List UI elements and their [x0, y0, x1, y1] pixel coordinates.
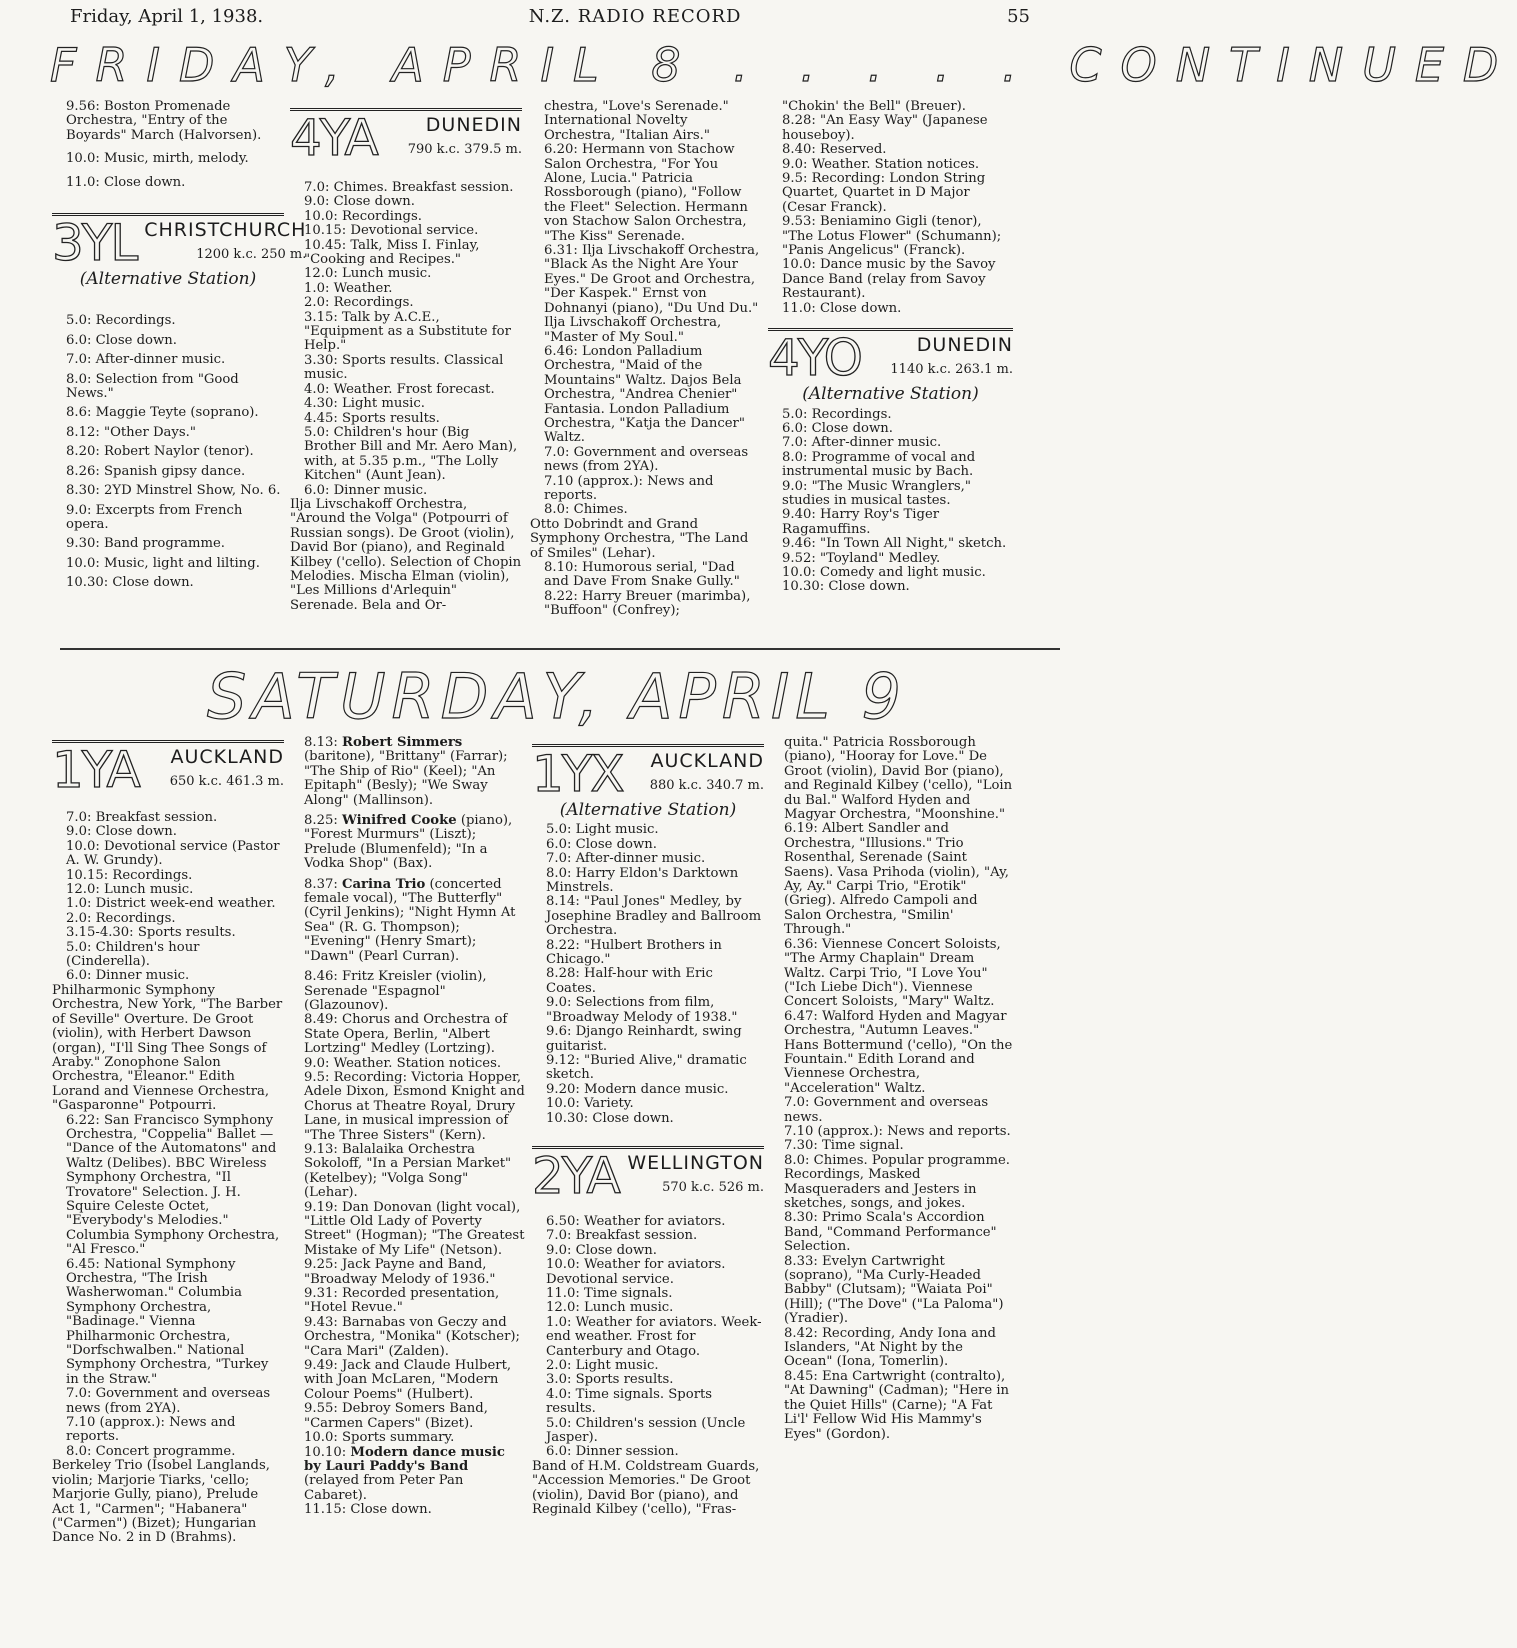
schedule-entry: 6.0: Dinner music.: [66, 968, 190, 984]
schedule-entry: [290, 736, 526, 808]
schedule-entry: 3.15: Talk by A.C.E., "Equipment as a Substitute for Help.": [304, 309, 511, 354]
schedule-entry: 6.31: Ilja Livschakoff Orchestra, "Black As the Night Are Your Eyes." De Groot and Orchestra, "Der Kaspek." Ernst von Dohnanyi (piano), "Du Und Du." Ilja Livschakoff Orchestra, "Master of My Soul.": [544, 243, 760, 345]
schedule-entry: 7.0: After-dinner music.: [546, 851, 706, 867]
performer-name: Winifred Cooke: [342, 813, 457, 829]
entry-time: 9.55:: [304, 1401, 342, 1417]
schedule-entry: 7.10 (approx.): News and reports.: [784, 1123, 1011, 1139]
program-details: Band of H.M. Coldstream Guards, "Accession Memories." De Groot (violin), David Bor (piano), and Reginald Kilbey ('cello), "Fras-: [532, 1458, 760, 1518]
schedule-entry: 9.12: "Buried Alive," dramatic sketch.: [546, 1052, 747, 1083]
station-frequency: 880 k.c. 340.7 m.: [649, 778, 764, 794]
entry-time: 8.46:: [304, 969, 342, 985]
schedule-entry: 2.0: Recordings.: [304, 295, 414, 311]
entry-time: 8.37:: [304, 876, 342, 892]
schedule-entry: 9.46: "In Town All Night," sketch.: [782, 536, 1007, 552]
schedule-entry: 7.0: Breakfast session.: [66, 810, 218, 825]
entry-description: Weather. Station notices.: [333, 1055, 502, 1071]
schedule-entry: 6.19: Albert Sandler and Orchestra, "Illusions." Trio Rosenthal, Serenade (Saint Saens). Vasa Prihoda (violin), "Ay, Ay, Ay." Carpi Trio, "Erotik" (Grieg). Alfredo Campoli and Salon Orchestra, "Smilin' Through.": [784, 821, 1009, 938]
alternative-station-label: (Alternative Station): [802, 384, 979, 405]
schedule-entry: 5.0: Light music.: [546, 822, 659, 838]
schedule-entry: [290, 814, 526, 872]
station-header: [290, 109, 522, 167]
schedule-entry: 1.0: District week-end weather.: [66, 896, 276, 912]
entry-time: 9.49:: [304, 1358, 342, 1374]
schedule-entry: 3.0: Sports results.: [546, 1372, 674, 1388]
schedule-entry: 10.0: Devotional service (Pastor A. W. Grundy).: [66, 838, 280, 869]
schedule-entry: 10.30: Close down.: [782, 579, 910, 595]
schedule-entry: 10.45: Talk, Miss I. Finlay, "Cooking and Recipes.": [304, 237, 480, 268]
schedule-entry: 8.0: Chimes. Popular programme. Recordings, Masked Masqueraders and Jesters in sketches, songs, and jokes.: [784, 1152, 1010, 1211]
station-call-sign: 1YA: [52, 741, 139, 799]
schedule-entry: 9.20: Modern dance music.: [546, 1081, 729, 1097]
schedule-entry: 5.0: Recordings.: [782, 406, 892, 422]
performer-name: Carina Trio: [342, 876, 426, 892]
friday-column-4: [768, 100, 1013, 595]
schedule-entry: 7.0: Breakfast session.: [546, 1228, 698, 1244]
station-city: AUCKLAND: [650, 750, 764, 773]
schedule-entry: 7.0: After-dinner music.: [66, 352, 226, 368]
schedule-entry: 10.0: Music, light and lilting.: [66, 555, 260, 571]
saturday-column-3: [532, 740, 764, 1517]
schedule-entry: 12.0: Lunch music.: [304, 266, 432, 282]
friday-banner: FRIDAY, APRIL 8 . . . . . CONTINUED: [50, 38, 1517, 92]
friday-column-2-4ya: [290, 104, 522, 613]
schedule-entry: [290, 1431, 526, 1445]
publication-title: N.Z. RADIO RECORD: [528, 6, 742, 27]
performer-name: Modern dance music by Lauri Paddy's Band: [304, 1444, 505, 1474]
section-divider: [60, 648, 1060, 650]
entry-description: Fritz Kreisler (violin), Serenade "Espagnol" (Glazounov).: [304, 969, 487, 1013]
schedule-entry: 10.0: Weather for aviators. Devotional service.: [546, 1257, 726, 1287]
schedule-entry: 9.0: Excerpts from French opera.: [66, 502, 243, 532]
schedule-entry: 7.0: Chimes. Breakfast session.: [304, 180, 514, 195]
program-details: Philharmonic Symphony Orchestra, New York, "The Barber of Seville" Overture. De Groot (violin), with Herbert Dawson (organ), "I'll Sing Thee Songs of Araby." Zonophone Salon Orchestra, "Eleanor." Edith Lorand and Viennese Orchestra, "Gasparonne" Potpourri.: [52, 982, 283, 1114]
schedule-entry: 5.0: Children's hour (Big Brother Bill and Mr. Aero Man), with, at 5.35 p.m., "The Lolly Kitchen" (Aunt Jean).: [304, 424, 518, 484]
schedule-entry: 3.30: Sports results. Classical music.: [304, 352, 504, 383]
schedule-entry: [290, 1071, 526, 1143]
station-city: WELLINGTON: [627, 1152, 764, 1175]
schedule-entry: [290, 1201, 526, 1259]
schedule-entry: 8.28: Half-hour with Eric Coates.: [546, 966, 713, 996]
program-details: Ilja Livschakoff Orchestra, "Around the Volga" (Potpourri of Russian songs). De Groot (violin), David Bor (piano), and Reginald Kilbey ('cello). Selection of Chopin Melodies. Mischa Elman (violin), "Les Millions d'Arlequin" Serenade. Bela and Or-: [290, 496, 522, 613]
schedule-entry: 4.30: Light music.: [304, 396, 425, 412]
entry-time: 8.25:: [304, 813, 342, 829]
entry-description: (baritone), "Brittany" (Farrar); "The Ship of Rio" (Keel); "An Epitaph" (Besly); "We Sway Along" (Mallinson).: [304, 749, 508, 808]
schedule-entry: [290, 1446, 526, 1504]
schedule-entry: 7.0: Government and overseas news (from 2YA).: [66, 1386, 271, 1416]
station-frequency: 1200 k.c. 250 m.: [196, 247, 307, 263]
station-frequency: 570 k.c. 526 m.: [662, 1180, 764, 1196]
schedule-entry: 8.33: Evelyn Cartwright (soprano), "Ma Curly-Headed Babby" (Clutsam); "Waiata Poi" (Hill); ("The Dove" ("La Paloma") (Yradier).: [784, 1253, 1004, 1327]
schedule-entry: 7.10 (approx.): News and reports.: [544, 473, 714, 503]
schedule-entry: 6.0: Close down.: [546, 836, 657, 852]
saturday-column-4: [770, 736, 1015, 1442]
continued-text: chestra, "Love's Serenade." International Novelty Orchestra, "Italian Airs.": [544, 99, 729, 143]
station-header: [768, 329, 1013, 388]
station-header: [532, 745, 764, 803]
schedule-entry: 8.0: Programme of vocal and instrumental music by Bach.: [782, 449, 976, 480]
entry-description: Jack and Claude Hulbert, with Joan McLaren, "Modern Colour Poems" (Hulbert).: [304, 1358, 512, 1402]
schedule-entry: [290, 970, 526, 1013]
page-header: [70, 6, 1030, 30]
schedule-entry: 8.10: Humorous serial, "Dad and Dave From Snake Gully.": [544, 560, 740, 590]
schedule-entry: [290, 878, 526, 964]
schedule-entry: 8.45: Ena Cartwright (contralto), "At Dawning" (Cadman); "Here in the Quiet Hills" (Carne); "A Fat Li'l' Fellow Wid His Mammy's Eyes" (Gordon).: [784, 1368, 1010, 1442]
schedule-entry: 10.15: Devotional service.: [304, 223, 479, 239]
schedule-entry: 12.0: Lunch music.: [66, 882, 194, 898]
schedule-entry: 9.6: Django Reinhardt, swing guitarist.: [546, 1024, 742, 1054]
station-call-sign: 2YA: [532, 1146, 619, 1205]
entry-time: 9.13:: [304, 1141, 342, 1157]
saturday-column-2: [290, 736, 526, 1518]
schedule-entry: [290, 1013, 526, 1056]
schedule-entry: 8.30: 2YD Minstrel Show, No. 6.: [66, 483, 281, 499]
schedule-entry: [290, 1503, 526, 1517]
saturday-column-1-1ya: [52, 736, 284, 1546]
schedule-entry: 9.0: "The Music Wranglers," studies in musical tastes.: [782, 478, 971, 508]
schedule-entry: 6.46: London Palladium Orchestra, "Maid of the Mountains" Waltz. Dajos Bela Orchestra, "Andrea Chenier" Fantasia. London Palladium Orchestra, "Katja the Dancer" Waltz.: [544, 343, 745, 446]
schedule-entry: 9.0: Close down.: [304, 194, 415, 210]
entry-description: Recorded presentation, "Hotel Revue.": [304, 1286, 500, 1316]
schedule-entry: 7.10 (approx.): News and reports.: [66, 1415, 236, 1445]
schedule-entry: 10.0: Dance music by the Savoy Dance Band (relay from Savoy Restaurant).: [782, 257, 996, 302]
schedule-entry: 10.0: Music, mirth, melody.: [66, 151, 249, 167]
station-city: AUCKLAND: [170, 746, 284, 769]
schedule-entry: 11.0: Close down.: [66, 174, 186, 190]
station-call-sign: 4YA: [290, 109, 377, 167]
schedule-entry: 8.42: Recording, Andy Iona and Islanders, "At Night by the Ocean" (Iona, Tomerlin).: [784, 1325, 996, 1370]
entry-time: 10.10:: [304, 1444, 351, 1460]
schedule-entry: 6.0: Close down.: [66, 332, 177, 348]
station-call-sign: 4YO: [768, 329, 861, 388]
schedule-entry: 10.30: Close down.: [66, 575, 194, 591]
schedule-entry: 11.0: Time signals.: [546, 1285, 673, 1301]
entry-description: Debroy Somers Band, "Carmen Capers" (Bizet).: [304, 1401, 488, 1431]
entry-time: 9.31:: [304, 1286, 342, 1302]
schedule-entry: 12.0: Lunch music.: [546, 1300, 674, 1316]
issue-date: Friday, April 1, 1938.: [70, 6, 264, 27]
schedule-entry: 8.0: Selection from "Good News.": [66, 371, 239, 402]
schedule-entry: 9.56: Boston Promenade Orchestra, "Entry of the Boyards" March (Halvorsen).: [66, 99, 262, 143]
station-city: CHRISTCHURCH: [144, 219, 307, 242]
schedule-entry: 9.0: Close down.: [66, 824, 177, 840]
schedule-entry: 5.0: Children's hour (Cinderella).: [66, 939, 200, 970]
schedule-entry: 9.0: Weather. Station notices.: [782, 156, 980, 172]
station-call-sign: 3YL: [52, 214, 137, 273]
performer-name: Robert Simmers: [342, 735, 463, 750]
schedule-entry: 7.0: Government and overseas news (from 2YA).: [544, 444, 749, 475]
schedule-entry: 8.22: "Hulbert Brothers in Chicago.": [546, 937, 722, 968]
entry-description: (relayed from Peter Pan Cabaret).: [304, 1473, 464, 1503]
schedule-entry: 10.15: Recordings.: [66, 867, 193, 883]
schedule-entry: 2.0: Recordings.: [66, 910, 176, 926]
station-header: [532, 1146, 764, 1205]
entry-time: 9.0:: [304, 1055, 334, 1071]
entry-description: Close down.: [350, 1502, 432, 1518]
schedule-entry: 6.50: Weather for aviators.: [546, 1213, 726, 1229]
schedule-entry: 6.36: Viennese Concert Soloists, "The Army Chaplain" Dream Waltz. Carpi Trio, "I Love You" ("Ich Liebe Dich"). Viennese Concert Soloists, "Mary" Waltz.: [784, 936, 1001, 1010]
schedule-entry: 10.0: Variety.: [546, 1096, 634, 1112]
schedule-entry: [290, 1057, 526, 1071]
station-header: [52, 741, 284, 799]
schedule-entry: 3.15-4.30: Sports results.: [66, 925, 236, 941]
schedule-entry: 4.0: Weather. Frost forecast.: [304, 381, 495, 397]
entry-description: Chorus and Orchestra of State Opera, Berlin, "Albert Lortzing" Medley (Lortzing).: [304, 1012, 508, 1057]
schedule-entry: 10.30: Close down.: [546, 1110, 674, 1126]
schedule-entry: 1.0: Weather.: [304, 280, 393, 296]
schedule-entry: 2.0: Light music.: [546, 1358, 659, 1373]
schedule-entry: 7.0: After-dinner music.: [782, 435, 942, 451]
schedule-entry: 8.12: "Other Days.": [66, 424, 196, 440]
schedule-entry: 8.30: Primo Scala's Accordion Band, "Command Performance" Selection.: [784, 1210, 997, 1255]
schedule-entry: 6.20: Hermann von Stachow Salon Orchestra, "For You Alone, Lucia." Patricia Rossborough (piano), "Follow the Fleet" Selection. Hermann von Stachow Salon Orchestra, "The Kiss" Serenade.: [544, 142, 748, 244]
page-number: 55: [1007, 6, 1030, 27]
schedule-entry: 6.22: San Francisco Symphony Orchestra, "Coppelia" Ballet — "Dance of the Automatons" and Waltz (Delibes). BBC Wireless Symphony Orchestra, "Il Trovatore" Selection. J. H. Squire Celeste Octet, "Everybody's Melodies." Columbia Symphony Orchestra, "Al Fresco.": [66, 1112, 280, 1258]
schedule-entry: 7.0: Government and overseas news.: [784, 1095, 989, 1125]
entry-time: 11.15:: [304, 1502, 351, 1518]
schedule-entry: 1.0: Weather for aviators. Week-end weather. Frost for Canterbury and Otago.: [546, 1314, 762, 1359]
schedule-entry: 10.0: Comedy and light music.: [782, 564, 986, 580]
station-frequency: 650 k.c. 461.3 m.: [169, 774, 284, 790]
alternative-station-label: (Alternative Station): [79, 269, 257, 290]
schedule-entry: 8.14: "Paul Jones" Medley, by Josephine Bradley and Ballroom Orchestra.: [546, 894, 762, 939]
schedule-entry: 8.28: "An Easy Way" (Japanese houseboy).: [782, 113, 988, 143]
schedule-entry: 9.5: Recording: London String Quartet, Quartet in D Major (Cesar Franck).: [782, 171, 986, 215]
station-call-sign: 1YX: [532, 745, 623, 803]
schedule-entry: [290, 1316, 526, 1359]
schedule-entry: 5.0: Recordings.: [66, 313, 176, 329]
schedule-entry: 8.0: Concert programme.: [66, 1443, 236, 1459]
schedule-entry: 6.0: Dinner session.: [546, 1444, 679, 1460]
entry-description: Jack Payne and Band, "Broadway Melody of 1936.": [304, 1257, 496, 1287]
station-frequency: 1140 k.c. 263.1 m.: [890, 362, 1013, 378]
schedule-entry: 4.0: Time signals. Sports results.: [546, 1386, 713, 1417]
schedule-entry: 9.30: Band programme.: [66, 536, 225, 552]
friday-column-1: [52, 99, 307, 596]
schedule-entry: 6.45: National Symphony Orchestra, "The Irish Washerwoman." Columbia Symphony Orchestra, "Badinage." Vienna Philharmonic Orchestra, "Dorfschwalben." National Symphony Orchestra, "Turkey in the Straw.": [66, 1256, 269, 1387]
entry-time: 9.19:: [304, 1199, 342, 1215]
entry-time: 8.49:: [304, 1012, 342, 1028]
schedule-entry: 8.6: Maggie Teyte (soprano).: [66, 405, 259, 421]
schedule-entry: 7.30: Time signal.: [784, 1138, 904, 1154]
entry-description: Barnabas von Geczy and Orchestra, "Monika" (Kotscher); "Cara Mari" (Zalden).: [304, 1314, 520, 1359]
schedule-entry: 10.0: Recordings.: [304, 208, 422, 224]
friday-column-3: [530, 100, 762, 619]
entry-description: Dan Donovan (light vocal), "Little Old Lady of Poverty Street" (Hogman); "The Greatest Mistake of My Life" (Netson).: [304, 1199, 525, 1258]
entry-description: Sports summary.: [342, 1430, 455, 1446]
schedule-entry: 8.20: Robert Naylor (tenor).: [66, 444, 254, 460]
station-city: DUNEDIN: [916, 334, 1013, 357]
entry-time: 9.43:: [304, 1314, 342, 1330]
schedule-entry: 6.0: Dinner music.: [304, 482, 428, 498]
schedule-entry: [290, 1402, 526, 1431]
schedule-entry: 8.26: Spanish gipsy dance.: [66, 463, 246, 479]
schedule-entry: 8.0: Harry Eldon's Darktown Minstrels.: [546, 865, 739, 896]
saturday-banner: SATURDAY, APRIL 9: [207, 660, 907, 733]
schedule-entry: 5.0: Children's session (Uncle Jasper).: [546, 1415, 746, 1446]
schedule-entry: 6.0: Close down.: [782, 420, 893, 436]
schedule-entry: [290, 1258, 526, 1287]
schedule-entry: 9.53: Beniamino Gigli (tenor), "The Lotus Flower" (Schumann); "Panis Angelicus" (Franck).: [782, 214, 1002, 259]
entry-time: 10.0:: [304, 1430, 342, 1446]
schedule-entry: 11.0: Close down.: [782, 300, 902, 316]
entry-description: Recording: Victoria Hopper, Adele Dixon, Esmond Knight and Chorus at Theatre Royal, Drury Lane, in musical impression of "The Three Sisters" (Kern).: [304, 1069, 525, 1143]
schedule-entry: 9.0: Selections from film, "Broadway Melody of 1938.": [546, 995, 738, 1025]
schedule-entry: 4.45: Sports results.: [304, 410, 440, 426]
schedule-entry: [290, 1143, 526, 1201]
schedule-entry: 6.47: Walford Hyden and Magyar Orchestra, "Autumn Leaves." Hans Bottermund ('cello), "On the Fountain." Edith Lorand and Viennese Orchestra, "Acceleration" Waltz.: [784, 1008, 1013, 1096]
entry-time: 8.13:: [304, 735, 342, 750]
program-details: Otto Dobrindt and Grand Symphony Orchestra, "The Land of Smiles" (Lehar).: [530, 516, 749, 561]
schedule-entry: [290, 1359, 526, 1402]
schedule-entry: [290, 1287, 526, 1316]
schedule-entry: 8.22: Harry Breuer (marimba), "Buffoon" (Confrey);: [544, 588, 751, 619]
station-frequency: 790 k.c. 379.5 m.: [407, 142, 522, 158]
schedule-entry: 9.0: Close down.: [546, 1242, 657, 1258]
schedule-entry: 9.52: "Toyland" Medley.: [782, 550, 941, 566]
entry-time: 9.25:: [304, 1257, 342, 1273]
schedule-entry: 9.40: Harry Roy's Tiger Ragamuffins.: [782, 507, 940, 537]
program-details: Berkeley Trio (Isobel Langlands, violin; Marjorie Tiarks, 'cello; Marjorie Gully, piano), Prelude Act 1, "Carmen"; "Habanera" ("Carmen") (Bizet); Hungarian Dance No. 2 in D (Brahms).: [52, 1458, 270, 1546]
continued-text: "Chokin' the Bell" (Breuer).: [782, 99, 966, 114]
station-header: [52, 214, 307, 273]
entry-description: Balalaika Orchestra Sokoloff, "In a Persian Market" (Ketelbey); "Volga Song" (Lehar).: [304, 1141, 512, 1201]
continued-text: quita." Patricia Rossborough (piano), "Hooray for Love." De Groot (violin), David Bor (piano), and Reginald Kilbey ('cello), "Loin du Bal." Walford Hyden and Magyar Orchestra, "Moonshine.": [784, 735, 1013, 823]
schedule-entry: 8.0: Chimes.: [544, 502, 628, 518]
entry-description: (concerted female vocal), "The Butterfly" (Cyril Jenkins); "Night Hymn At Sea" (R. G. Thompson); "Evening" (Henry Smart); "Dawn" (Pearl Curran).: [304, 876, 516, 964]
entry-time: 9.5:: [304, 1069, 334, 1085]
entry-description: (piano), "Forest Murmurs" (Liszt); Prelude (Blumenfeld); "In a Vodka Shop" (Bax).: [304, 813, 513, 872]
schedule-entry: 8.40: Reserved.: [782, 142, 887, 158]
alternative-station-label: (Alternative Station): [559, 800, 737, 820]
station-city: DUNEDIN: [425, 114, 522, 137]
